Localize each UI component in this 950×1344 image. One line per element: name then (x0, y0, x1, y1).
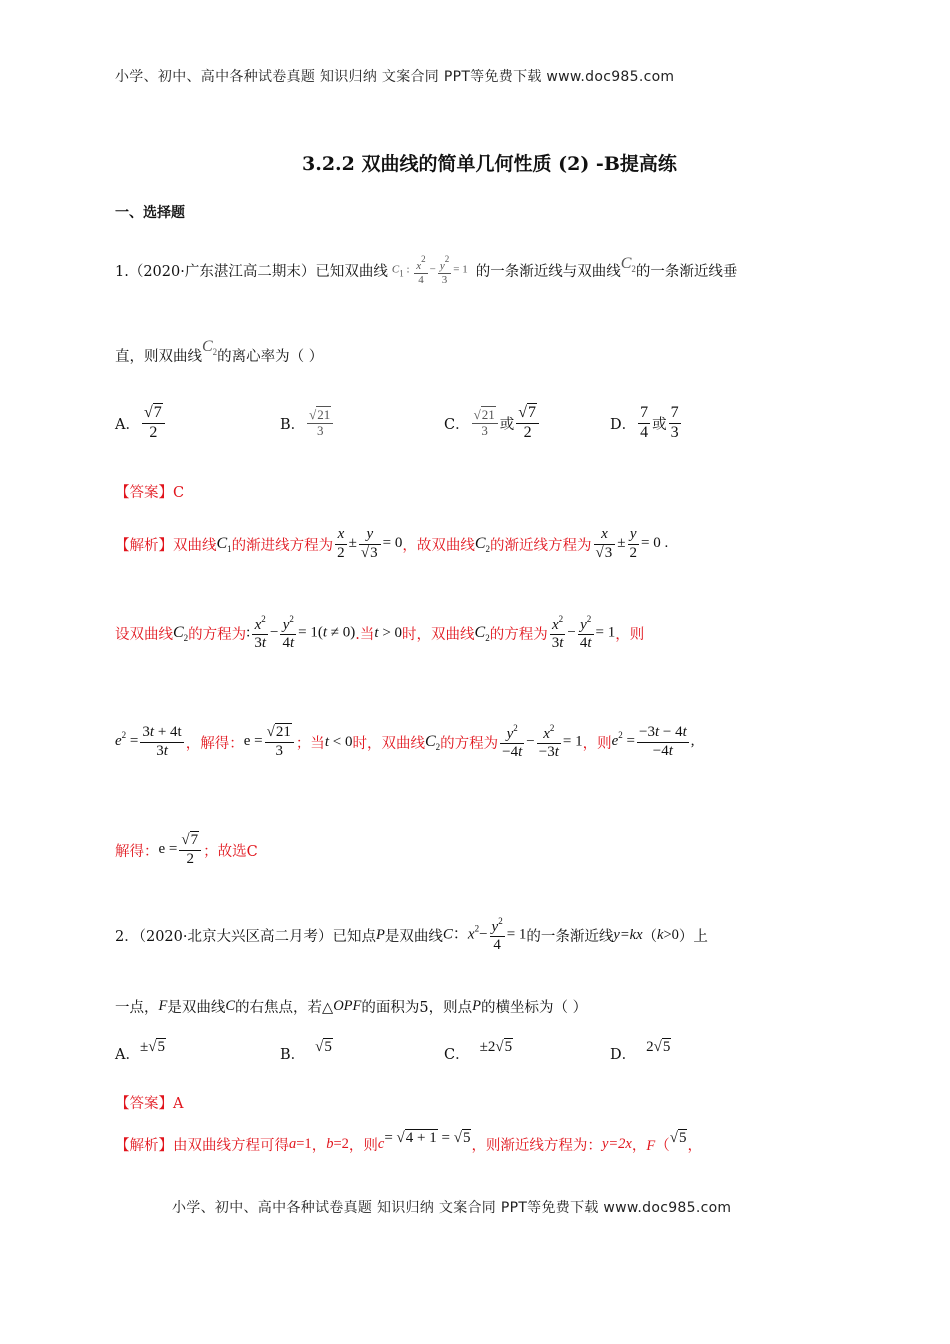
q1-c2-symbol-3: $C_2$ (474, 534, 491, 554)
q1-stem-a: 1.（2020·广东湛江高二期末）已知双曲线 (115, 263, 388, 280)
q1-ex2c: .当 (355, 626, 375, 643)
q2-curve-c: C (225, 998, 236, 1014)
q1-c2-symbol-2: $C_2$ (202, 337, 218, 357)
q2-explanation-label: 【解析】 (115, 1137, 173, 1154)
q2-explanation-line1 (115, 1124, 702, 1164)
q2-option-a-value: ±√5 (139, 1039, 165, 1055)
q1-ex3c: 时，双曲线 (352, 735, 425, 752)
q1-explanation-line2 (115, 600, 644, 666)
q2-option-c-label: C． (444, 1047, 470, 1063)
q2-focus-f: F (158, 998, 168, 1014)
q1-c2-symbol-4: $C_2$ (173, 623, 189, 643)
section-heading: 一、选择题 (115, 205, 185, 221)
q1-e-result1: e = $\frac{√21}{3}$ (244, 724, 296, 760)
q1-c1-symbol: $C_1$ (216, 534, 232, 554)
q2-stem-line2 (115, 996, 587, 1017)
q1-option-b (280, 395, 335, 451)
q2-stem-c: 的一条渐近线 (526, 928, 614, 945)
q2-option-b-value: √5 (315, 1039, 332, 1055)
q1-ex4b: ；故选C (203, 843, 258, 860)
q2-asymptote: y=2x (601, 1135, 632, 1152)
q1-stem-d: 直，则双曲线 (115, 348, 202, 365)
q1-option-d-value1: $\frac{7}{4}$ (640, 404, 649, 441)
q2-stem-a: 2．（2020·北京大兴区高二月考）已知点 (115, 928, 376, 945)
q2-ex1e: ， (687, 1137, 702, 1154)
q2-option-c (444, 1030, 513, 1064)
q2-option-d-value: 2√5 (646, 1039, 671, 1055)
q1-c2-symbol: $C_2$ (620, 254, 636, 274)
q1-option-c-value1: $\frac{√21}{3}$ (472, 408, 498, 439)
q2-line2c: 的右焦点，若△ (235, 1000, 334, 1016)
q1-e-result2: e = $\frac{√7}{2}$ (159, 832, 204, 868)
q1-ex1a: 双曲线 (173, 537, 217, 554)
q2-option-a (115, 1030, 166, 1064)
q2-c-value: c (377, 1135, 385, 1152)
q1-ex1c: ，故双曲线 (402, 537, 475, 554)
q2-option-c-value: ±2√5 (479, 1039, 513, 1055)
q1-option-a-value: $\frac{√7}{2}$ (142, 404, 165, 442)
q2-line2e: 的横坐标为（ ） (480, 1000, 588, 1016)
q1-ex2e: 的方程为 (489, 626, 548, 643)
q1-ex1b: 的渐进线方程为 (231, 537, 334, 554)
q1-option-b-label: B． (280, 416, 306, 433)
q1-explanation-line4 (115, 822, 258, 878)
q1-c2-equation: : $\frac{x^2}{3t}$ − $\frac{y^2}{4t}$ = 1(t ≠ 0) (246, 613, 356, 651)
q1-stem-b: 的一条渐近线与双曲线 (475, 263, 621, 280)
q2-stem-d: （ (642, 928, 658, 945)
q1-option-d-value2: $\frac{7}{3}$ (670, 404, 679, 441)
q1-stem-line1 (115, 240, 737, 300)
q1-ex2d: 时，双曲线 (402, 626, 475, 643)
q1-ex2f: ，则 (615, 626, 645, 643)
q2-option-d-label: D． (610, 1047, 637, 1063)
q2-stem-b: 是双曲线 (384, 928, 443, 945)
q2-triangle-opf: OPF (333, 998, 362, 1014)
q1-c1-asymptote: $\frac{x}{2}$ ± $\frac{y}{√3}$ = 0 (337, 526, 403, 561)
page-header: 小学、初中、高中各种试卷真题 知识归纳 文案合同 PPT等免费下载 www.doc985.com (115, 69, 675, 85)
q2-stem-line1 (115, 906, 708, 964)
q2-b-value: b=2 (326, 1135, 349, 1152)
q1-option-a (115, 395, 167, 451)
q1-explanation-line1 (115, 515, 668, 573)
q2-line2d: 的面积为5，则点 (361, 1000, 473, 1016)
q2-point-p: P (376, 926, 385, 943)
q1-c1-equation: $C_1$ : $\frac{x^2}{4}$ − $\frac{y^2}{3}$ = 1 (391, 253, 468, 286)
q1-e2-negative: $e^2$ = $\frac{-3t - 4t}{-4t}$ , (611, 724, 695, 759)
q2-point-p-2: P (472, 998, 481, 1014)
q1-option-c-label: C． (444, 416, 470, 433)
q1-option-a-label: A． (115, 416, 140, 433)
q1-ex3e: ，则 (582, 735, 612, 752)
page-title: 3.2.2 双曲线的简单几何性质 (2) -B提高练 (302, 153, 677, 175)
q1-c2-symbol-6: $C_2$ (424, 732, 441, 752)
q2-focus-coordinate: √5 (669, 1129, 687, 1146)
q2-hyperbola-equation: C：$x^2-$ $\frac{y^2}{4}$ = 1 (442, 915, 527, 953)
q1-c2-symbol-5: $C_2$ (474, 623, 490, 643)
q2-line2b: 是双曲线 (167, 1000, 226, 1016)
q1-c2-asymptote: $\frac{x}{√3}$ ± $\frac{y}{2}$ = 0 . (595, 526, 669, 561)
q2-option-b-label: B． (280, 1047, 306, 1063)
q2-ex1c: ，则 (348, 1137, 378, 1154)
q1-ex2b: 的方程为 (188, 626, 247, 643)
q1-option-b-value: $\frac{√21}{3}$ (307, 408, 333, 439)
q1-stem-line2 (115, 335, 323, 375)
q2-answer: 【答案】A (115, 1096, 184, 1112)
q2-option-a-label: A． (115, 1047, 140, 1063)
q1-option-c-value2: $\frac{√7}{2}$ (516, 404, 539, 442)
q1-ex3d: 的方程为 (440, 735, 499, 752)
q2-focus-label: ，F（ (631, 1137, 670, 1154)
q1-ex3a: ，解得： (185, 735, 244, 752)
q1-explanation-label: 【解析】 (115, 537, 173, 554)
q1-ex2a: 设双曲线 (115, 626, 173, 643)
q2-asymptote-equation: y=kx (613, 926, 643, 943)
q1-ex4a: 解得： (115, 843, 159, 860)
q1-answer: 【答案】C (115, 485, 185, 501)
q2-ex1b: ， (311, 1137, 327, 1154)
q1-e2-positive: $e^2$ = $\frac{3t + 4t}{3t}$ (115, 724, 182, 759)
q1-stem-e: 的离心率为（ ） (217, 348, 324, 365)
q1-option-c (444, 395, 541, 451)
q1-option-d-or: 或 (652, 416, 667, 433)
q1-ex1d: 的渐近线方程为 (490, 537, 592, 554)
q1-explanation-line3 (115, 712, 695, 772)
q2-stem-e: ）上 (678, 928, 708, 945)
q1-t-positive: t > 0 (374, 624, 403, 641)
q2-option-d (610, 1030, 671, 1064)
q2-ex1a: 由双曲线方程可得 (173, 1137, 289, 1154)
q1-c2-equation-positive: $\frac{x^2}{3t}$ − $\frac{y^2}{4t}$ = 1 (551, 613, 616, 651)
q2-option-b (280, 1030, 333, 1064)
q1-option-d-label: D． (610, 416, 637, 433)
q1-ex3b: ；当 (295, 735, 325, 752)
q2-ex1d: ，则渐近线方程为： (471, 1137, 602, 1154)
q2-c-formula: = √4 + 1 = √5 (384, 1129, 471, 1146)
q1-c2-equation-negative: $\frac{y^2}{-4t}$ − $\frac{x^2}{-3t}$ = 1 (502, 722, 583, 760)
q1-t-negative: t < 0 (324, 733, 353, 750)
q2-a-value: a=1 (289, 1135, 312, 1152)
page-footer: 小学、初中、高中各种试卷真题 知识归纳 文案合同 PPT等免费下载 www.doc985.com (172, 1200, 732, 1216)
q1-stem-c: 的一条渐近线垂 (635, 263, 738, 280)
q1-option-d (610, 395, 683, 451)
q2-line2a: 一点， (115, 1000, 159, 1016)
q1-option-c-or: 或 (499, 416, 515, 433)
q2-k-condition: k>0 (657, 926, 679, 943)
